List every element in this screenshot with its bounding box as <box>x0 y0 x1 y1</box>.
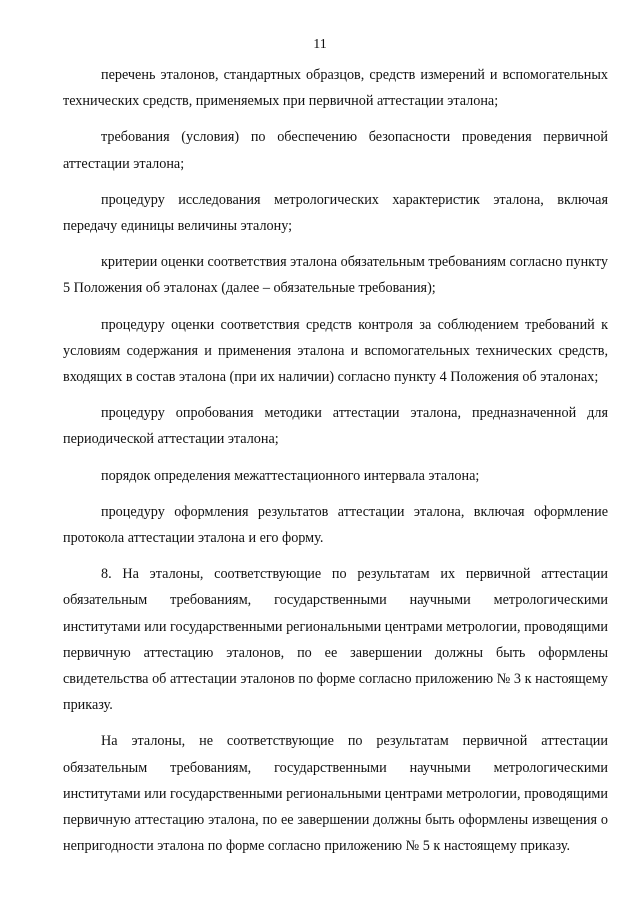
paragraph-reference-standards-list: перечень эталонов, стандартных образцов, средств измерений и вспомогательных технических средств, применяемых при первичной аттестации эталона; <box>63 67 608 110</box>
paragraph-results-documentation: процедуру оформления результатов аттестации эталона, включая оформление протокола аттестации эталона и его форму. <box>63 503 608 547</box>
paragraph-control-means-procedure: процедуру оценки соответствия средств контроля за соблюдением требований к условиям содержания и применения эталона и вспомогательных технических средств, входящих в состав эталона (при их наличии) согласно пункту 4 Положения об эталонах; <box>63 316 608 386</box>
page-number: 11 <box>313 37 327 52</box>
paragraph-item-8-certificates: 8. На эталоны, соответствующие по результатам их первичной аттестации обязательным требованиям, государственными научными метрологическими институтами или государственными региональными центрами метрологии, проводящими первичную аттестацию эталонов, по ее завершении должны быть оформлены свидетельства об аттестации эталонов по форме согласно приложению № 3 к настоящему приказу. <box>63 566 608 714</box>
paragraph-unfitness-notices: На эталоны, не соответствующие по результатам первичной аттестации обязательным требованиям, государственными научными метрологическими институтами или государственными региональными центрами метрологии, проводящими первичную аттестацию эталона, по ее завершении должны быть оформлены извещения о непригодности эталона по форме согласно приложению № 5 к настоящему приказу. <box>63 733 608 855</box>
document-body <box>63 62 608 869</box>
paragraph-compliance-criteria: критерии оценки соответствия эталона обязательным требованиям согласно пункту 5 Положения об эталонах (далее – обязательные требования); <box>63 254 608 297</box>
paragraph-interval-determination: порядок определения межаттестационного интервала эталона; <box>101 467 480 484</box>
paragraph-method-testing-procedure: процедуру опробования методики аттестации эталона, предназначенной для периодической аттестации эталона; <box>63 405 608 448</box>
paragraph-metrological-research-procedure: процедуру исследования метрологических характеристик эталона, включая передачу единицы величины эталону; <box>63 191 608 235</box>
paragraph-safety-requirements: требования (условия) по обеспечению безопасности проведения первичной аттестации эталона; <box>63 129 608 172</box>
